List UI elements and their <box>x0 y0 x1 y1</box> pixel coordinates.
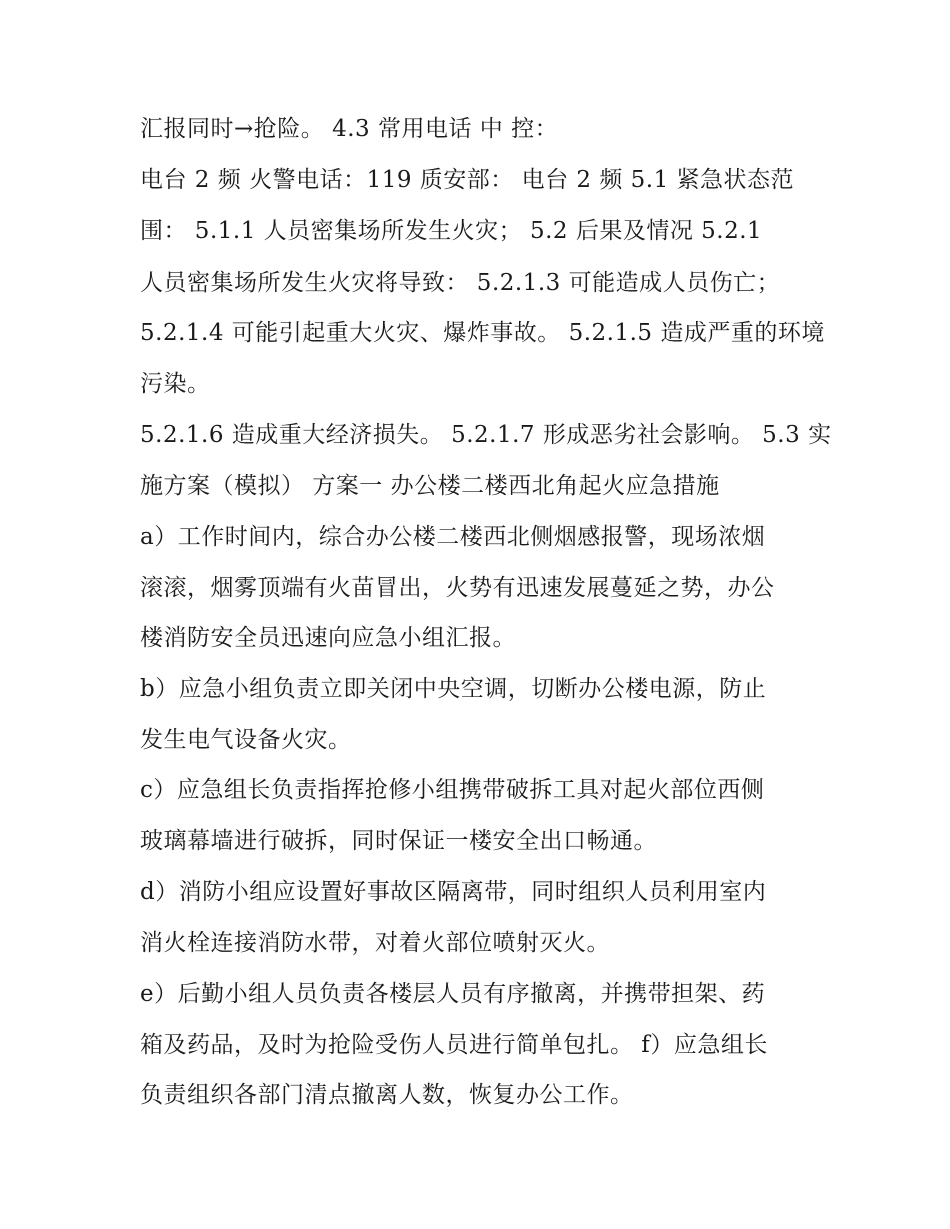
text-line: 人员密集场所发生火灾将导致： 5.2.1.3 可能造成人员伤亡； <box>140 270 781 296</box>
text-line: 施方案（模拟） 方案一 办公楼二楼西北角起火应急措施 <box>140 473 720 499</box>
text-line: d）消防小组应设置好事故区隔离带，同时组织人员利用室内 <box>140 879 767 905</box>
text-line: b）应急小组负责立即关闭中央空调，切断办公楼电源，防止 <box>140 676 767 702</box>
text-line: a）工作时间内，综合办公楼二楼西北侧烟感报警，现场浓烟 <box>140 524 766 550</box>
text-line: 玻璃幕墙进行破拆，同时保证一楼安全出口畅通。 <box>140 828 657 854</box>
text-line: e）后勤小组人员负责各楼层人员有序撤离，并携带担架、药 <box>140 981 766 1007</box>
text-line: 滚滚，烟雾顶端有火苗冒出，火势有迅速发展蔓延之势，办公 <box>140 575 775 601</box>
text-line: 负责组织各部门清点撤离人数，恢复办公工作。 <box>140 1082 634 1108</box>
text-line: 楼消防安全员迅速向应急小组汇报。 <box>140 625 516 651</box>
text-line: 电台 2 频 火警电话：119 质安部： 电台 2 频 5.1 紧急状态范 <box>140 167 795 193</box>
text-line: 消火栓连接消防水带，对着火部位喷射灭火。 <box>140 930 610 956</box>
text-line: 围： 5.1.1 人员密集场所发生火灾； 5.2 后果及情况 5.2.1 <box>140 218 763 244</box>
text-line: 箱及药品，及时为抢险受伤人员进行简单包扎。 f）应急组长 <box>140 1032 768 1058</box>
text-line: 5.2.1.6 造成重大经济损失。 5.2.1.7 形成恶劣社会影响。 5.3 实 <box>140 422 832 448</box>
text-line: 发生电气设备火灾。 <box>140 727 352 753</box>
text-line: c）应急组长负责指挥抢修小组携带破拆工具对起火部位西侧 <box>140 777 765 803</box>
text-line: 5.2.1.4 可能引起重大火灾、爆炸事故。 5.2.1.5 造成严重的环境 <box>140 320 825 346</box>
text-line: 污染。 <box>140 371 211 397</box>
text-line: 汇报同时→抢险。 4.3 常用电话 中 控： <box>140 116 559 142</box>
